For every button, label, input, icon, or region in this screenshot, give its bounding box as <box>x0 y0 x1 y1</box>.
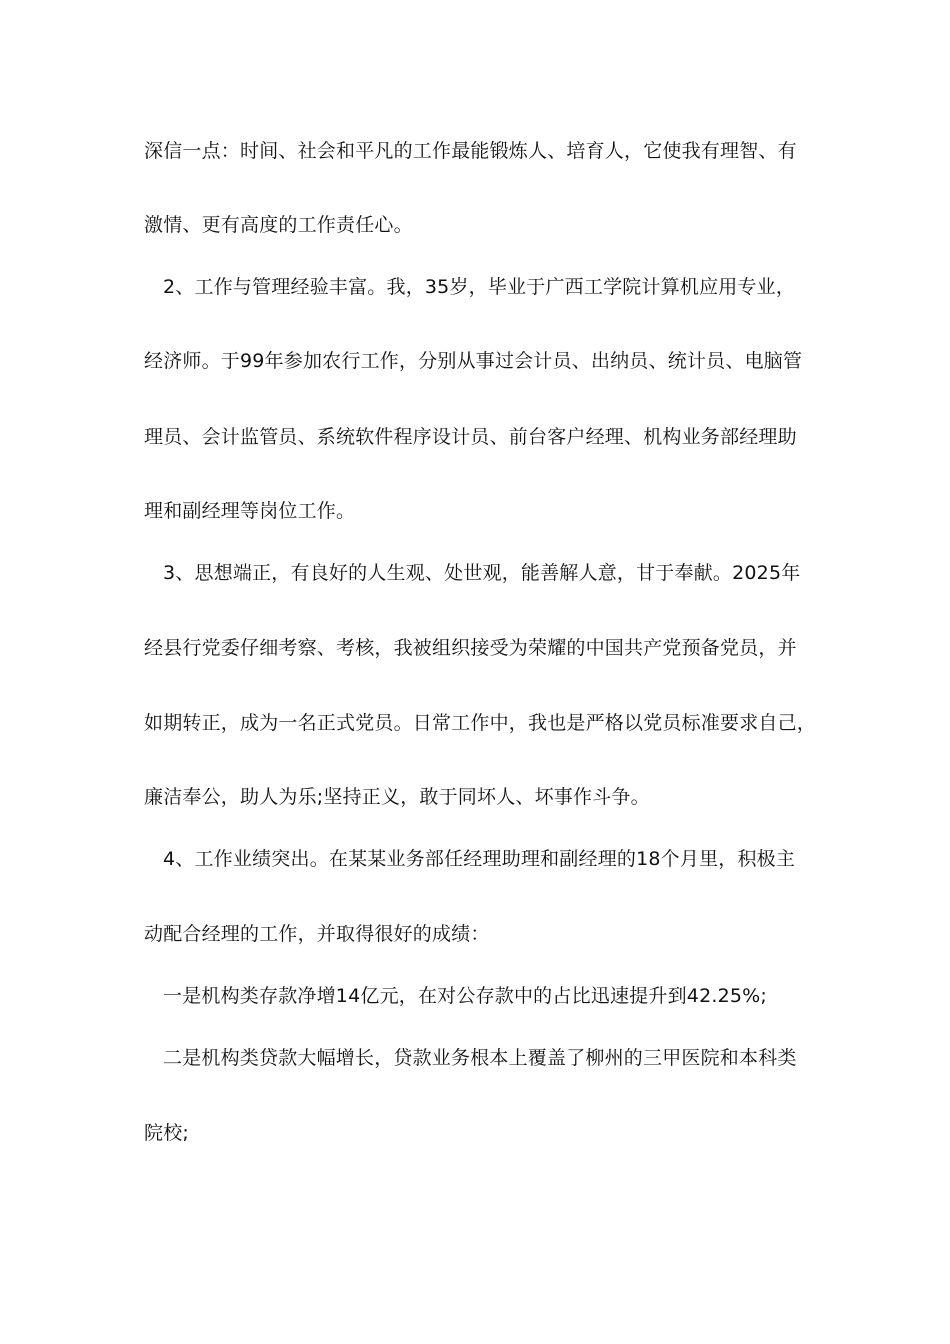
paragraph-line: 4、工作业绩突出。在某某业务部任经理助理和副经理的18个月里，积极主 <box>163 848 796 870</box>
paragraph-line: 二是机构类贷款大幅增长，贷款业务根本上覆盖了柳州的三甲医院和本科类 <box>163 1047 797 1069</box>
paragraph-line: 经县行党委仔细考察、考核，我被组织接受为荣耀的中国共产党预备党员，并 <box>144 637 797 659</box>
paragraph-line: 2、工作与管理经验丰富。我，35岁，毕业于广西工学院计算机应用专业， <box>163 276 796 298</box>
paragraph-line: 动配合经理的工作，并取得很好的成绩： <box>144 923 490 945</box>
paragraph-line: 3、思想端正，有良好的人生观、处世观，能善解人意，甘于奉献。2025年 <box>163 562 801 584</box>
paragraph-line: 如期转正，成为一名正式党员。日常工作中，我也是严格以党员标准要求自己， <box>144 712 817 734</box>
paragraph-line: 廉洁奉公，助人为乐;坚持正义，敢于同坏人、坏事作斗争。 <box>144 786 650 808</box>
paragraph-line: 经济师。于99年参加农行工作，分别从事过会计员、出纳员、统计员、电脑管 <box>144 350 803 372</box>
paragraph-line: 激情、更有高度的工作责任心。 <box>144 214 413 236</box>
paragraph-line: 院校; <box>144 1122 190 1144</box>
paragraph-line: 理和副经理等岗位工作。 <box>144 500 356 522</box>
paragraph-line: 深信一点：时间、社会和平凡的工作最能锻炼人、培育人，它使我有理智、有 <box>144 140 797 162</box>
paragraph-line: 理员、会计监管员、系统软件程序设计员、前台客户经理、机构业务部经理助 <box>144 426 797 448</box>
paragraph-line: 一是机构类存款净增14亿元，在对公存款中的占比迅速提升到42.25%; <box>163 985 768 1007</box>
